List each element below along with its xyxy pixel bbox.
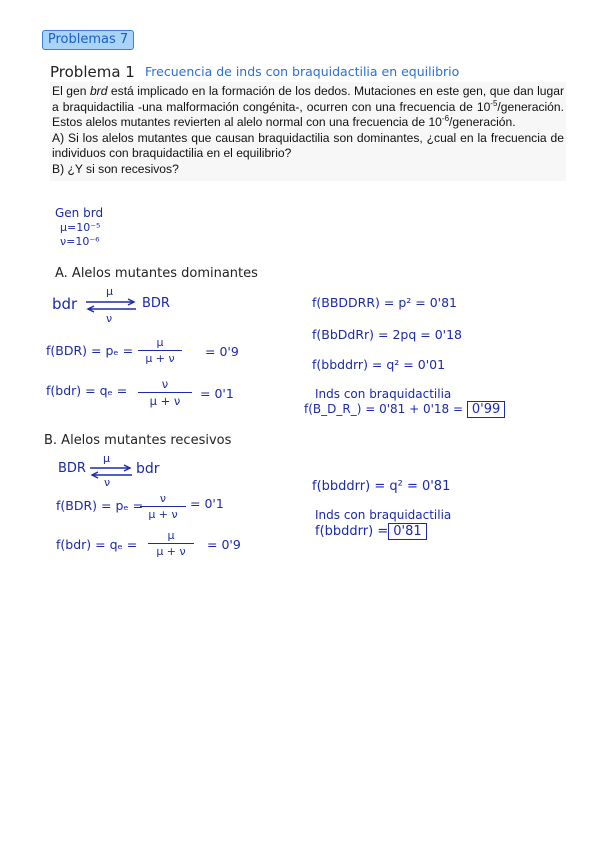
b-pe-label: f(BDR) = pₑ = bbox=[56, 498, 144, 513]
problem-subtitle: Frecuencia de inds con braquidactilia en equilibrio bbox=[145, 64, 460, 79]
b-nu-label: ν bbox=[104, 476, 111, 489]
b-inds-label: Inds con braquidactilia bbox=[315, 508, 452, 522]
a-answer-box: 0'99 bbox=[467, 401, 505, 418]
a-final-formula: f(B_D_R_) = 0'81 + 0'18 = 0'99 bbox=[304, 402, 505, 417]
section-a-heading: A. Alelos mutantes dominantes bbox=[55, 266, 258, 281]
a-allele-left: bdr bbox=[52, 295, 78, 313]
a-pe-label: f(BDR) = pₑ = bbox=[46, 343, 134, 358]
b-allele-left: BDR bbox=[58, 461, 86, 476]
statement-paragraph: El gen brd está implicado en la formación de los dedos. Mutaciones en este gen, que dan lugar a braquidactilia -una malformación congénita-, ocurren con una frecuencia de $10^{-5}$/generación. Estos alelos mutantes revierten al alelo normal con una frecuencia de $10^{-6}$/generación. bbox=[52, 84, 564, 129]
b-qe-value: = 0'9 bbox=[207, 537, 241, 552]
b-answer-box: 0'81 bbox=[388, 523, 426, 540]
a-pe-fraction: μ μ + ν bbox=[138, 336, 182, 365]
section-tag: Problemas 7 bbox=[42, 30, 134, 50]
b-final-formula: f(bbddrr) = 0'81 bbox=[315, 524, 427, 539]
a-qe-value: = 0'1 bbox=[200, 386, 234, 401]
a-nu-label: ν bbox=[106, 312, 113, 325]
a-genotype-3: f(bbddrr) = q² = 0'01 bbox=[312, 357, 446, 372]
b-genotype: f(bbddrr) = q² = 0'81 bbox=[312, 479, 451, 494]
section-b-heading: B. Alelos mutantes recesivos bbox=[44, 433, 232, 448]
a-allele-right: BDR bbox=[142, 296, 170, 311]
b-qe-fraction: μ μ + ν bbox=[148, 529, 194, 558]
gene-name: Gen brd bbox=[55, 206, 104, 220]
b-pe-value: = 0'1 bbox=[190, 496, 224, 511]
b-pe-fraction: ν μ + ν bbox=[140, 492, 186, 521]
a-genotype-2: f(BbDdRr) = 2pq = 0'18 bbox=[312, 327, 463, 342]
a-mu-label: μ bbox=[106, 285, 113, 298]
problem-statement bbox=[50, 82, 566, 181]
question-a: A) Si los alelos mutantes que causan braquidactilia son dominantes, ¿cual en la frecuencia de individuos con braquidactilia en el equilibrio? bbox=[52, 130, 564, 160]
a-qe-fraction: ν μ + ν bbox=[138, 377, 192, 408]
b-qe-label: f(bdr) = qₑ = bbox=[56, 537, 138, 552]
problem-title: Problema 1 bbox=[50, 63, 135, 81]
a-pe-value: = 0'9 bbox=[205, 344, 239, 359]
b-mu-label: μ bbox=[103, 452, 110, 465]
a-inds-label: Inds con braquidactilia bbox=[315, 387, 452, 401]
nu-value: ν=10⁻⁶ bbox=[60, 235, 100, 248]
b-equilibrium-arrows bbox=[88, 464, 134, 480]
question-b: B) ¿Y si son recesivos? bbox=[52, 161, 179, 176]
a-genotype-1: f(BBDDRR) = p² = 0'81 bbox=[312, 295, 458, 310]
a-qe-label: f(bdr) = qₑ = bbox=[46, 383, 128, 398]
b-allele-right: bdr bbox=[136, 461, 160, 477]
mu-value: μ=10⁻⁵ bbox=[60, 221, 101, 234]
